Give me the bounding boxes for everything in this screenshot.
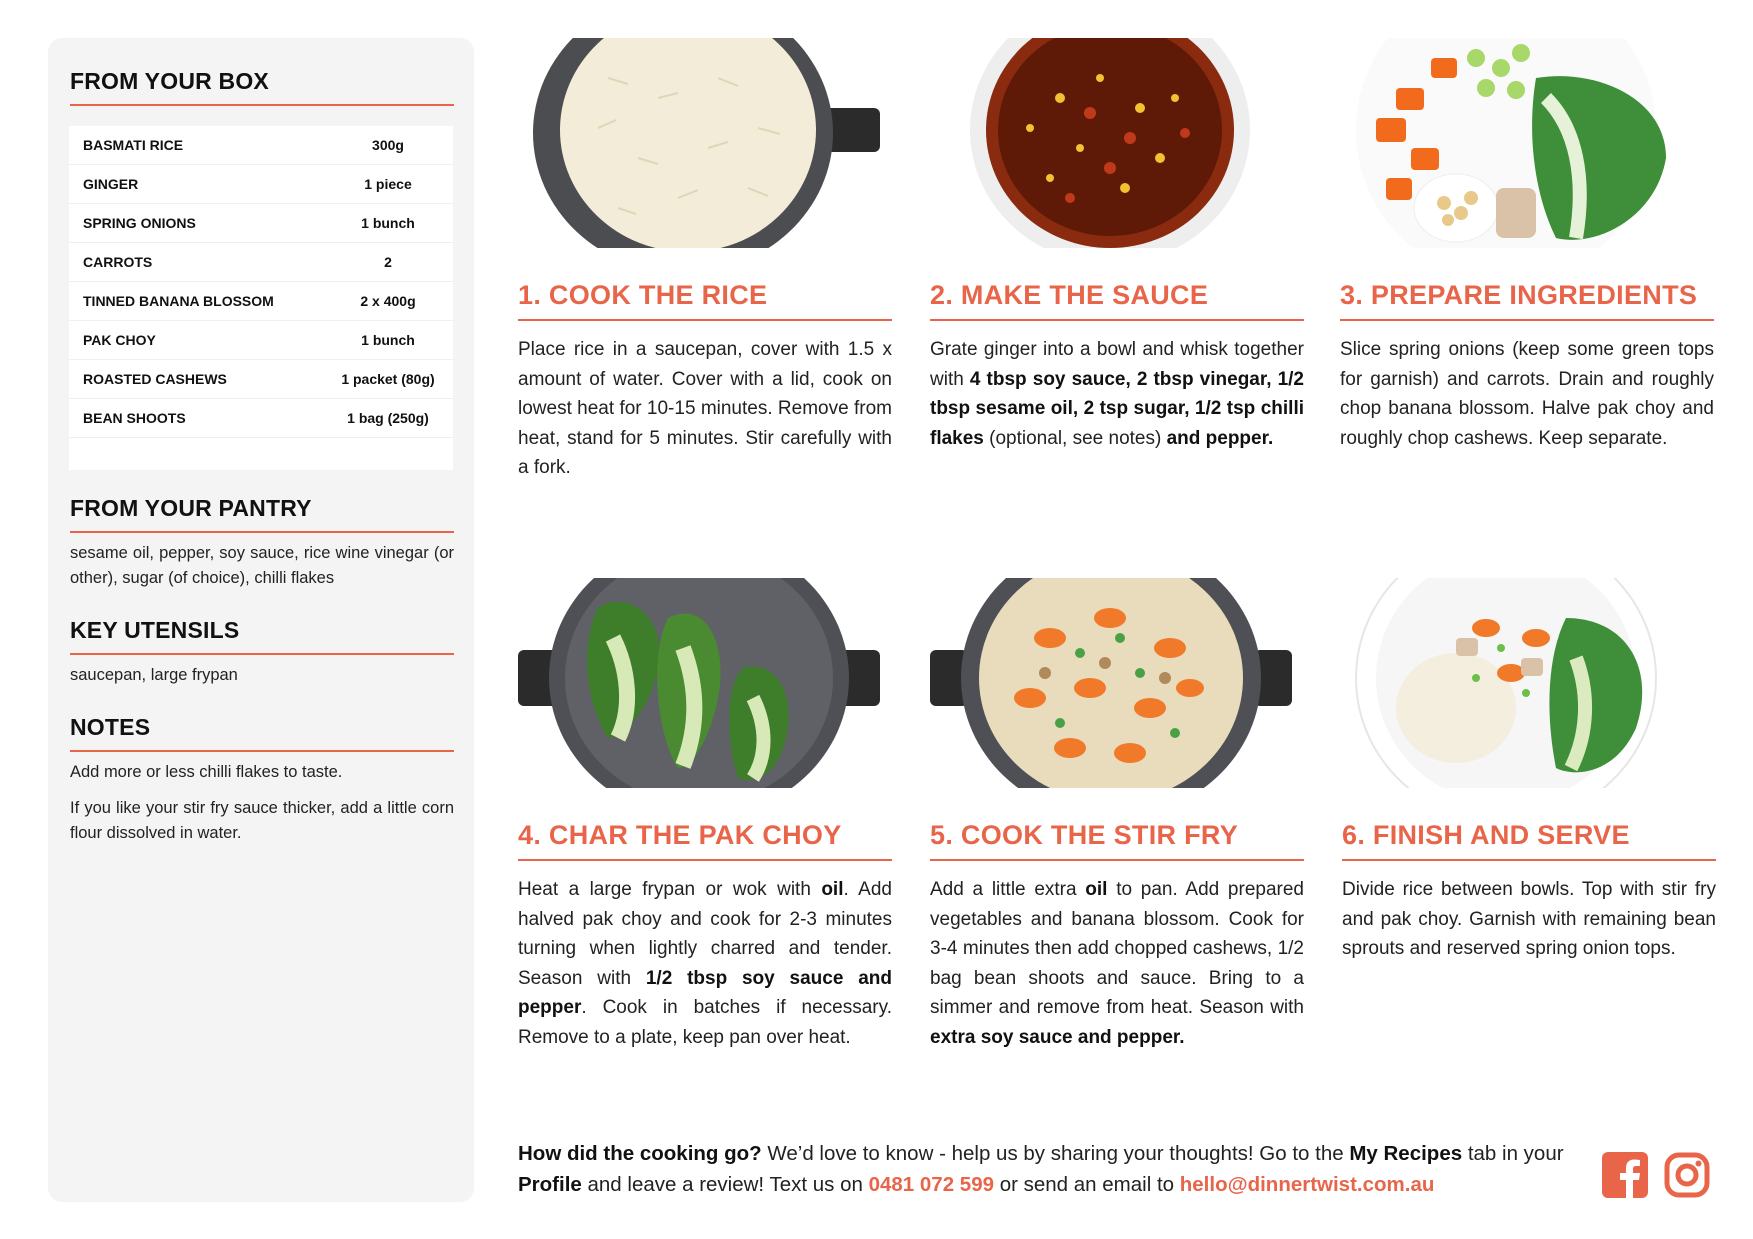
step-text-run: Grate ginger into a bowl and whisk together with [930, 339, 1304, 390]
ingredient-name: ROASTED CASHEWS [83, 371, 227, 387]
footer-question: How did the cooking go? [518, 1142, 762, 1165]
ingredient-name: BEAN SHOOTS [83, 410, 186, 426]
step-text-bold-run: and pepper. [1166, 427, 1274, 449]
step-text-run: Slice spring onions (keep some green tops for garnish) and carrots. Drain and roughly chop banana blossom. Halve pak choy and roughly chop cashews. Keep separate. [1340, 339, 1714, 449]
step-text-run: Add a little extra [930, 879, 1086, 900]
ingredient-row [69, 126, 453, 165]
step-text-run: Place rice in a saucepan, cover with 1.5 x amount of water. Cover with a lid, cook on lowest heat for 10-15 minutes. Remove from heat, stand for 5 minutes. Stir carefully with a fork. [518, 339, 892, 478]
step-text-run: Heat a large frypan or wok with [518, 879, 822, 900]
ingredient-qty: 1 bag (250g) [347, 410, 429, 426]
notes-heading: NOTES [70, 714, 454, 752]
ingredient-name: SPRING ONIONS [83, 215, 196, 231]
ingredient-row [69, 204, 453, 243]
step-5-photo [930, 578, 1292, 788]
ingredient-qty: 1 bunch [361, 332, 415, 348]
utensils-text: saucepan, large frypan [70, 666, 238, 684]
step-4-title: 4. CHAR THE PAK CHOY [518, 820, 892, 861]
pantry-text: sesame oil, pepper, soy sauce, rice wine vinegar (or other), sugar (of choice), chilli flakes [70, 544, 454, 587]
ingredient-qty: 2 [384, 254, 392, 270]
ingredient-row [69, 243, 453, 282]
step-2-text [930, 335, 1304, 453]
ingredient-name: TINNED BANANA BLOSSOM [83, 293, 274, 309]
ingredient-row [69, 399, 453, 438]
step-3-photo [1336, 38, 1698, 248]
step-text-run: Divide rice between bowls. Top with stir fry and pak choy. Garnish with remaining bean sprouts and reserved spring onion tops. [1342, 879, 1716, 959]
email-link[interactable]: hello@dinnertwist.com.au [1179, 1173, 1435, 1196]
step-text-bold-run: oil [821, 879, 844, 900]
footer-text-3: and leave a review! Text us on [581, 1173, 869, 1196]
step-3-text [1340, 335, 1714, 453]
step-4-photo [518, 578, 880, 788]
sauce-bowl-image [930, 38, 1292, 248]
step-text-run: . Add halved pak choy and cook for 2-3 minutes turning when lightly charred and tender. Season with [518, 879, 892, 989]
prepared-ingredients-image [1336, 38, 1698, 248]
ingredient-qty: 2 x 400g [360, 293, 416, 309]
pak-choy-pan-image [518, 578, 880, 788]
notes-text-1: Add more or less chilli flakes to taste. [70, 763, 343, 781]
feedback-footer [518, 1138, 1578, 1200]
facebook-icon[interactable] [1602, 1152, 1648, 1198]
ingredient-qty: 1 piece [364, 176, 412, 192]
ingredient-name: GINGER [83, 176, 139, 192]
step-4-text [518, 875, 892, 1052]
step-text-run: to pan. Add prepared vegetables and banana blossom. Cook for 3-4 minutes then add chopped cashews, 1/2 bag bean shoots and sauce. Bring to a simmer and remove from heat. Season with [930, 879, 1304, 1018]
step-5-text [930, 875, 1304, 1052]
notes-text-2: If you like your stir fry sauce thicker, add a little corn flour dissolved in water. [70, 799, 454, 842]
ingredients-sidebar [48, 38, 474, 1202]
footer-text-4: or send an email to [994, 1173, 1180, 1196]
ingredient-qty: 1 packet (80g) [341, 371, 435, 387]
step-6-photo [1336, 578, 1698, 788]
ingredient-qty: 1 bunch [361, 215, 415, 231]
box-ingredients-table [69, 126, 453, 470]
ingredient-row [69, 321, 453, 360]
my-recipes-link[interactable]: My Recipes [1349, 1142, 1463, 1165]
step-text-bold-run: 1/2 tbsp soy sauce and pepper [518, 967, 892, 1018]
ingredient-qty: 300g [372, 137, 404, 153]
stir-fry-pan-image [930, 578, 1292, 788]
step-text-run: . Cook in batches if necessary. Remove to a plate, keep pan over heat. [518, 997, 892, 1048]
step-text-bold-run: oil [1085, 879, 1108, 900]
step-text-bold-run: 4 tbsp soy sauce, 2 tbsp vinegar, 1/2 tbsp sesame oil, 2 tsp sugar, 1/2 tsp chilli flakes [930, 368, 1304, 449]
footer-text-1: We’d love to know - help us by sharing your thoughts! Go to the [761, 1142, 1350, 1165]
served-bowl-image [1336, 578, 1698, 788]
step-1-text [518, 335, 892, 483]
ingredient-row [69, 282, 453, 321]
rice-pot-image [518, 38, 880, 248]
pantry-heading: FROM YOUR PANTRY [70, 495, 454, 533]
instagram-icon[interactable] [1664, 1152, 1710, 1198]
step-2-title: 2. MAKE THE SAUCE [930, 280, 1304, 321]
step-text-bold-run: extra soy sauce and pepper. [930, 1026, 1185, 1048]
step-5-title: 5. COOK THE STIR FRY [930, 820, 1304, 861]
phone-link[interactable]: 0481 072 599 [868, 1173, 994, 1196]
ingredient-row [69, 165, 453, 204]
step-1-photo [518, 38, 880, 248]
ingredient-name: CARROTS [83, 254, 153, 270]
step-2-photo [930, 38, 1292, 248]
profile-link[interactable]: Profile [518, 1173, 582, 1196]
box-heading: FROM YOUR BOX [70, 68, 454, 106]
step-6-text [1342, 875, 1716, 964]
utensils-heading: KEY UTENSILS [70, 617, 454, 655]
ingredient-row [69, 360, 453, 399]
step-text-run: (optional, see notes) [983, 427, 1167, 449]
step-1-title: 1. COOK THE RICE [518, 280, 892, 321]
ingredient-name: BASMATI RICE [83, 137, 184, 153]
footer-text-2: tab in your [1462, 1142, 1564, 1165]
step-6-title: 6. FINISH AND SERVE [1342, 820, 1716, 861]
ingredient-name: PAK CHOY [83, 332, 156, 348]
step-3-title: 3. PREPARE INGREDIENTS [1340, 280, 1714, 321]
